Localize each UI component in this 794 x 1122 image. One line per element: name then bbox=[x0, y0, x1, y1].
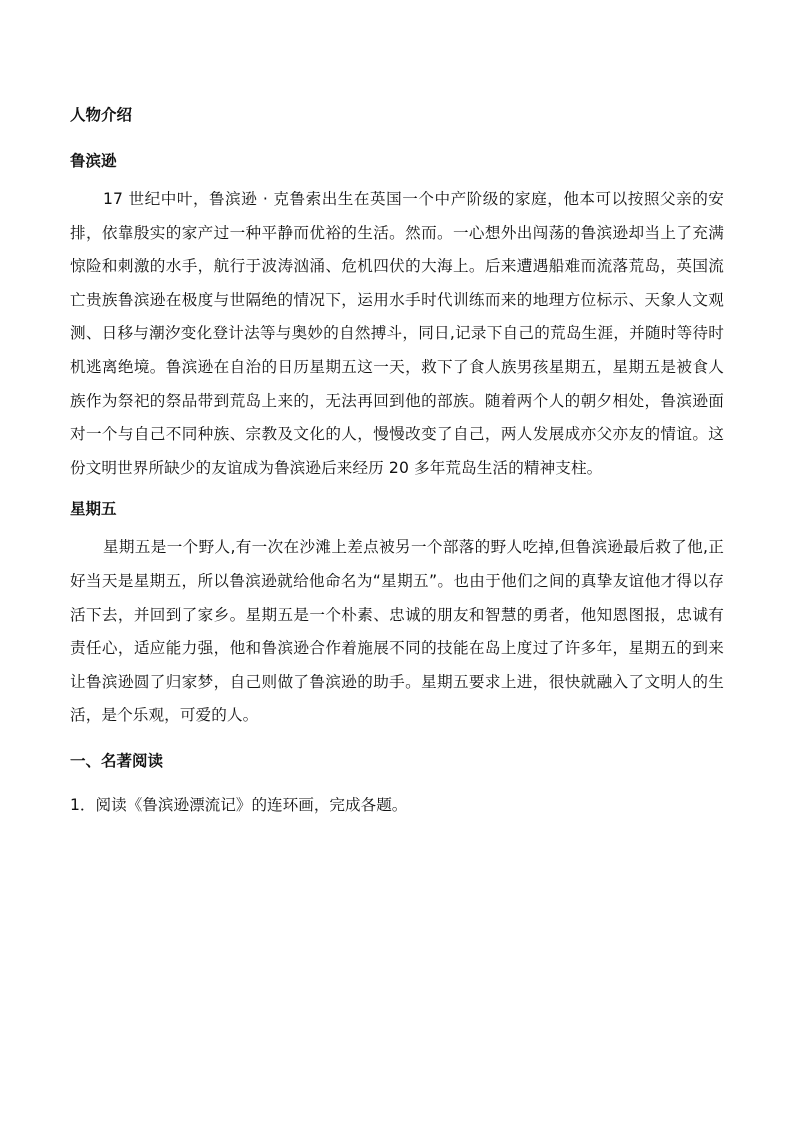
character-heading-friday: 星期五 bbox=[70, 500, 117, 519]
character-heading-robinson: 鲁滨逊 bbox=[70, 152, 117, 170]
section-heading-character-intro: 人物介绍 bbox=[70, 106, 133, 124]
robinson-description-paragraph: 17 世纪中叶，鲁滨逊 · 克鲁索出生在英国一个中产阶级的家庭，他本可以按照父亲的安排，依靠殷实的家产过一种平静而优裕的生活。然而。一心想外出闯荡的鲁滨逊却当上了充满惊险和刺激的水手，航行于波涛汹涌、危机四伏的大海上。后来遭遇船难而流落荒岛，英国流亡贵族鲁滨逊在极度与世隔绝的情况下，运用水手时代训练而来的地理方位标示、天象人文观测、日移与潮汐变化登计法等与奥妙的自然搏斗，同日,记录下自己的荒岛生涯，并随时等待时机逃离绝境。鲁滨逊在自治的日历星期五这一天，救下了食人族男孩星期五，星期五是被食人族作为祭祀的祭品带到荒岛上来的，无法再回到他的部族。随着两个人的朝夕相处，鲁滨逊面对一个与自己不同种族、宗教及文化的人，慢慢改变了自己，两人发展成亦父亦友的情谊。这份文明世界所缺少的友谊成为鲁滨逊后来经历 20 多年荒岛生活的精神支柱。 bbox=[70, 190, 724, 477]
friday-description-paragraph: 星期五是一个野人,有一次在沙滩上差点被另一个部落的野人吃掉,但鲁滨逊最后救了他,正好当天是星期五，所以鲁滨逊就给他命名为“星期五”。也由于他们之间的真挚友谊他才得以存活下去，并回到了家乡。星期五是一个朴素、忠诚的朋友和智慧的勇者，他知恩图报，忠诚有责任心，适应能力强，他和鲁滨逊合作着施展不同的技能在岛上度过了许多年，星期五的到来让鲁滨逊圆了归家梦，自己则做了鲁滨逊的助手。星期五要求上进，很快就融入了文明人的生活，是个乐观，可爱的人。 bbox=[70, 538, 724, 725]
question-1: 1．阅读《鲁滨逊漂流记》的连环画，完成各题。 bbox=[70, 795, 408, 814]
section-heading-classic-reading: 一、名著阅读 bbox=[70, 751, 164, 770]
